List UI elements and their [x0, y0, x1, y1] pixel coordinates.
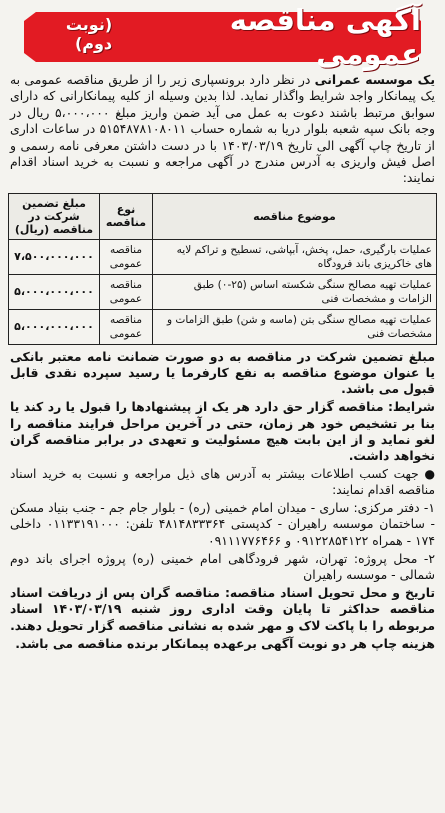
row-subject: عملیات تهیه مصالح سنگی شکسته اساس (۲۵-۰) طبق الزامات و مشخصات فنی — [153, 274, 437, 309]
row-type: مناقصه عمومی — [100, 309, 153, 344]
info-paragraph: ● جهت کسب اطلاعات بیشتر به آدرس های ذیل مراجعه و نسبت به خرید اسناد مناقصه اقدام نمایند: — [10, 467, 435, 498]
row-amount: ۷،۵۰۰،۰۰۰،۰۰۰ — [9, 239, 100, 274]
delivery-paragraph: تاریخ و محل تحویل اسناد مناقصه: مناقصه گران پس از دریافت اسناد مناقصه حداکثر تا پایان وقت اداری روز شنبه ۱۴۰۳/۰۳/۱۹ اسناد مربوطه را با پاکت لاک و مهر شده به نشانی مناقصه گزار تحویل دهند. — [10, 585, 435, 633]
intro-paragraph — [10, 72, 435, 187]
notice-title: آگهی مناقصه عمومی — [229, 3, 421, 71]
header-type: نوع مناقصه — [100, 193, 153, 239]
conditions-paragraph: شرایط: مناقصه گزار حق دارد هر یک از پیشنهادها را قبول یا رد کند یا بنا بر تشخیص خود هر زمان، حتی در آخرین مراحل فرایند مناقصه را لغو نماید و از این بابت هیچ مسئولیت و تعهدی در برابر مناقصه گران نخواهد داشت. — [10, 399, 435, 464]
row-type: مناقصه عمومی — [100, 239, 153, 274]
central-office-address: ۱- دفتر مرکزی: ساری - میدان امام خمینی (ره) - بلوار جام جم - جنب بنیاد مسکن - ساختمان موسسه راهیران - کدپستی ۴۸۱۴۸۳۳۳۶۴ تلفن: ۰۱۱۳۳۱۹۱۰۰۰ داخلی ۱۷۴ - همراه ۰۹۱۲۲۸۵۴۱۲۲ و ۰۹۱۱۱۷۷۶۴۶۶ — [10, 500, 435, 548]
row-type: مناقصه عمومی — [100, 274, 153, 309]
row-amount: ۵،۰۰۰،۰۰۰،۰۰۰ — [9, 274, 100, 309]
notice-body — [10, 349, 435, 652]
project-site-address: ۲- محل پروژه: تهران، شهر فرودگاهی امام خمینی (ره) پروژه اجرای باند دوم شمالی - موسسه راهیران — [10, 550, 435, 583]
notice-banner — [24, 3, 421, 71]
guarantee-paragraph: مبلغ تضمین شرکت در مناقصه به دو صورت ضمانت نامه معتبر بانکی یا عنوان موضوع مناقصه به نفع کارفرما یا رسید سپرده نقدی قابل قبول می باشد. — [10, 348, 435, 397]
table-row — [9, 309, 437, 344]
banner-title-group — [24, 3, 421, 71]
header-amount: مبلغ تضمین شرکت در مناقصه (ریال) — [9, 193, 100, 239]
row-subject: عملیات تهیه مصالح سنگی بتن (ماسه و شن) طبق الزامات و مشخصات فنی — [153, 309, 437, 344]
row-amount: ۵،۰۰۰،۰۰۰،۰۰۰ — [9, 309, 100, 344]
row-subject: عملیات بارگیری، حمل، پخش، آبپاشی، تسطیح و تراکم لایه های خاکریزی باند فرودگاه — [153, 239, 437, 274]
header-subject: موضوع مناقصه — [153, 193, 437, 239]
fee-paragraph: هزینه چاپ هر دو نوبت آگهی برعهده پیمانکار برنده مناقصه می باشد. — [15, 635, 435, 651]
table-header-row — [9, 193, 437, 239]
table-row — [9, 239, 437, 274]
table-row — [9, 274, 437, 309]
intro-text: در نظر دارد برونسپاری زیر را از طریق مناقصه عمومی به یک پیمانکار واجد شرایط واگذار نماید. لذا بدین وسیله از کلیه پیمانکارانی که دارای سوابق مرتبط باشند دعوت به عمل می آید ضمن واریز مبلغ ۵،۰۰۰،۰۰۰ ریال در وجه بانک سپه شعبه بلوار دریا به شماره حساب ۵۱۵۴۸۷۸۱۰۸۰۱۱ در ساعات اداری از تاریخ چاپ آگهی الی تاریخ ۱۴۰۳/۰۳/۱۹ با در دست داشتن معرفی نامه رسمی و اصل فیش واریزی به آدرس مندرج در آگهی مراجعه و نسبت به خرید اسناد اقدام نمایند: — [10, 72, 435, 186]
organization-name: یک موسسه عمرانی — [314, 72, 435, 87]
tender-items-table — [8, 193, 437, 345]
notice-round: (نوبت دوم) — [65, 15, 113, 53]
